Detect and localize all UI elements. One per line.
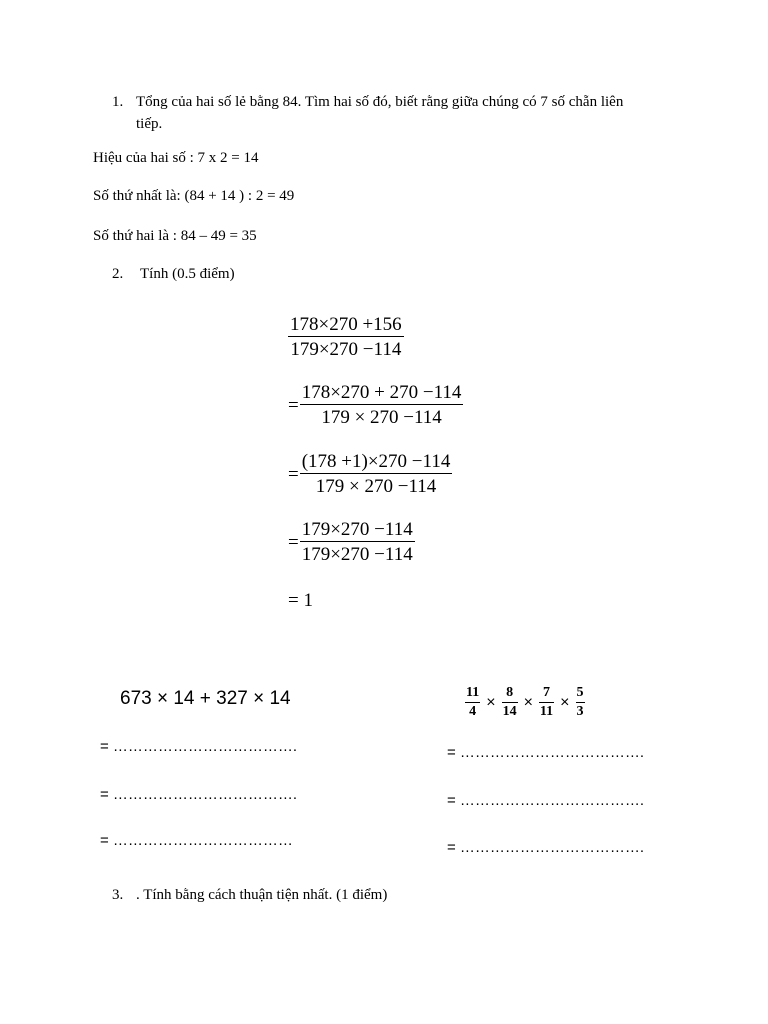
numerator: 178×270 +156 [290, 314, 402, 335]
exercise-right-answer-line-2: = ………………………………. [447, 792, 645, 809]
equals-sign: = [288, 394, 299, 416]
q2-title: Tính (0.5 điểm) [140, 266, 235, 282]
q1-number: 1. [112, 94, 124, 110]
numerator: 178×270 + 270 −114 [301, 382, 462, 403]
numerator: 5 [576, 685, 584, 700]
denominator: 179 × 270 −114 [300, 473, 453, 496]
q1-solution-second-number: Số thứ hai là : 84 – 49 = 35 [93, 228, 257, 244]
q3-title: . Tính bằng cách thuận tiện nhất. (1 điểm) [136, 887, 388, 903]
numerator: 179×270 −114 [301, 519, 413, 540]
denominator: 179×270 −114 [288, 336, 404, 359]
times-sign: × [560, 693, 570, 711]
denominator: 14 [502, 704, 517, 719]
q2-step-4 [288, 520, 415, 564]
q1-text-line2: tiếp. [136, 116, 163, 132]
numerator: (178 +1)×270 −114 [301, 451, 451, 472]
denominator: 4 [465, 702, 480, 719]
numerator: 8 [506, 685, 514, 700]
times-sign: × [486, 693, 496, 711]
fraction [576, 686, 585, 719]
fraction [300, 452, 453, 496]
fraction [465, 686, 480, 719]
q1-text-line1: Tổng của hai số lẻ bằng 84. Tìm hai số đó, biết rằng giữa chúng có 7 số chẵn liên [136, 94, 624, 110]
numerator: 7 [543, 685, 551, 700]
times-sign: × [523, 693, 533, 711]
equals-sign: = [288, 463, 299, 485]
numerator: 11 [466, 685, 480, 700]
exercise-left-answer-line-1: = ………………………………. [100, 738, 298, 755]
q2-result: = 1 [288, 590, 313, 611]
fraction [539, 686, 554, 719]
exercise-right-answer-line-1: = ………………………………. [447, 744, 645, 761]
exercise-left-answer-line-2: = ………………………………. [100, 786, 298, 803]
denominator: 179 × 270 −114 [300, 404, 464, 427]
exercise-right-expression [465, 686, 585, 719]
q2-step-3 [288, 452, 452, 496]
q2-number: 2. [112, 266, 124, 282]
q1-solution-first-number: Số thứ nhất là: (84 + 14 ) : 2 = 49 [93, 188, 295, 204]
denominator: 11 [539, 704, 554, 719]
fraction [502, 686, 518, 719]
exercise-left-expression: 673 × 14 + 327 × 14 [120, 688, 291, 709]
denominator: 3 [576, 704, 584, 719]
q1-solution-difference: Hiệu của hai số : 7 x 2 = 14 [93, 150, 259, 166]
q3-number: 3. [112, 887, 124, 903]
q2-step-2 [288, 383, 463, 427]
equals-sign: = [288, 531, 299, 553]
fraction [288, 315, 404, 359]
q2-step-1 [288, 315, 404, 359]
exercise-left-answer-line-3: = ……………………………… [100, 832, 293, 849]
fraction [300, 383, 464, 427]
fraction [300, 520, 415, 564]
denominator: 179×270 −114 [300, 541, 415, 564]
exercise-right-answer-line-3: = ………………………………. [447, 839, 645, 856]
